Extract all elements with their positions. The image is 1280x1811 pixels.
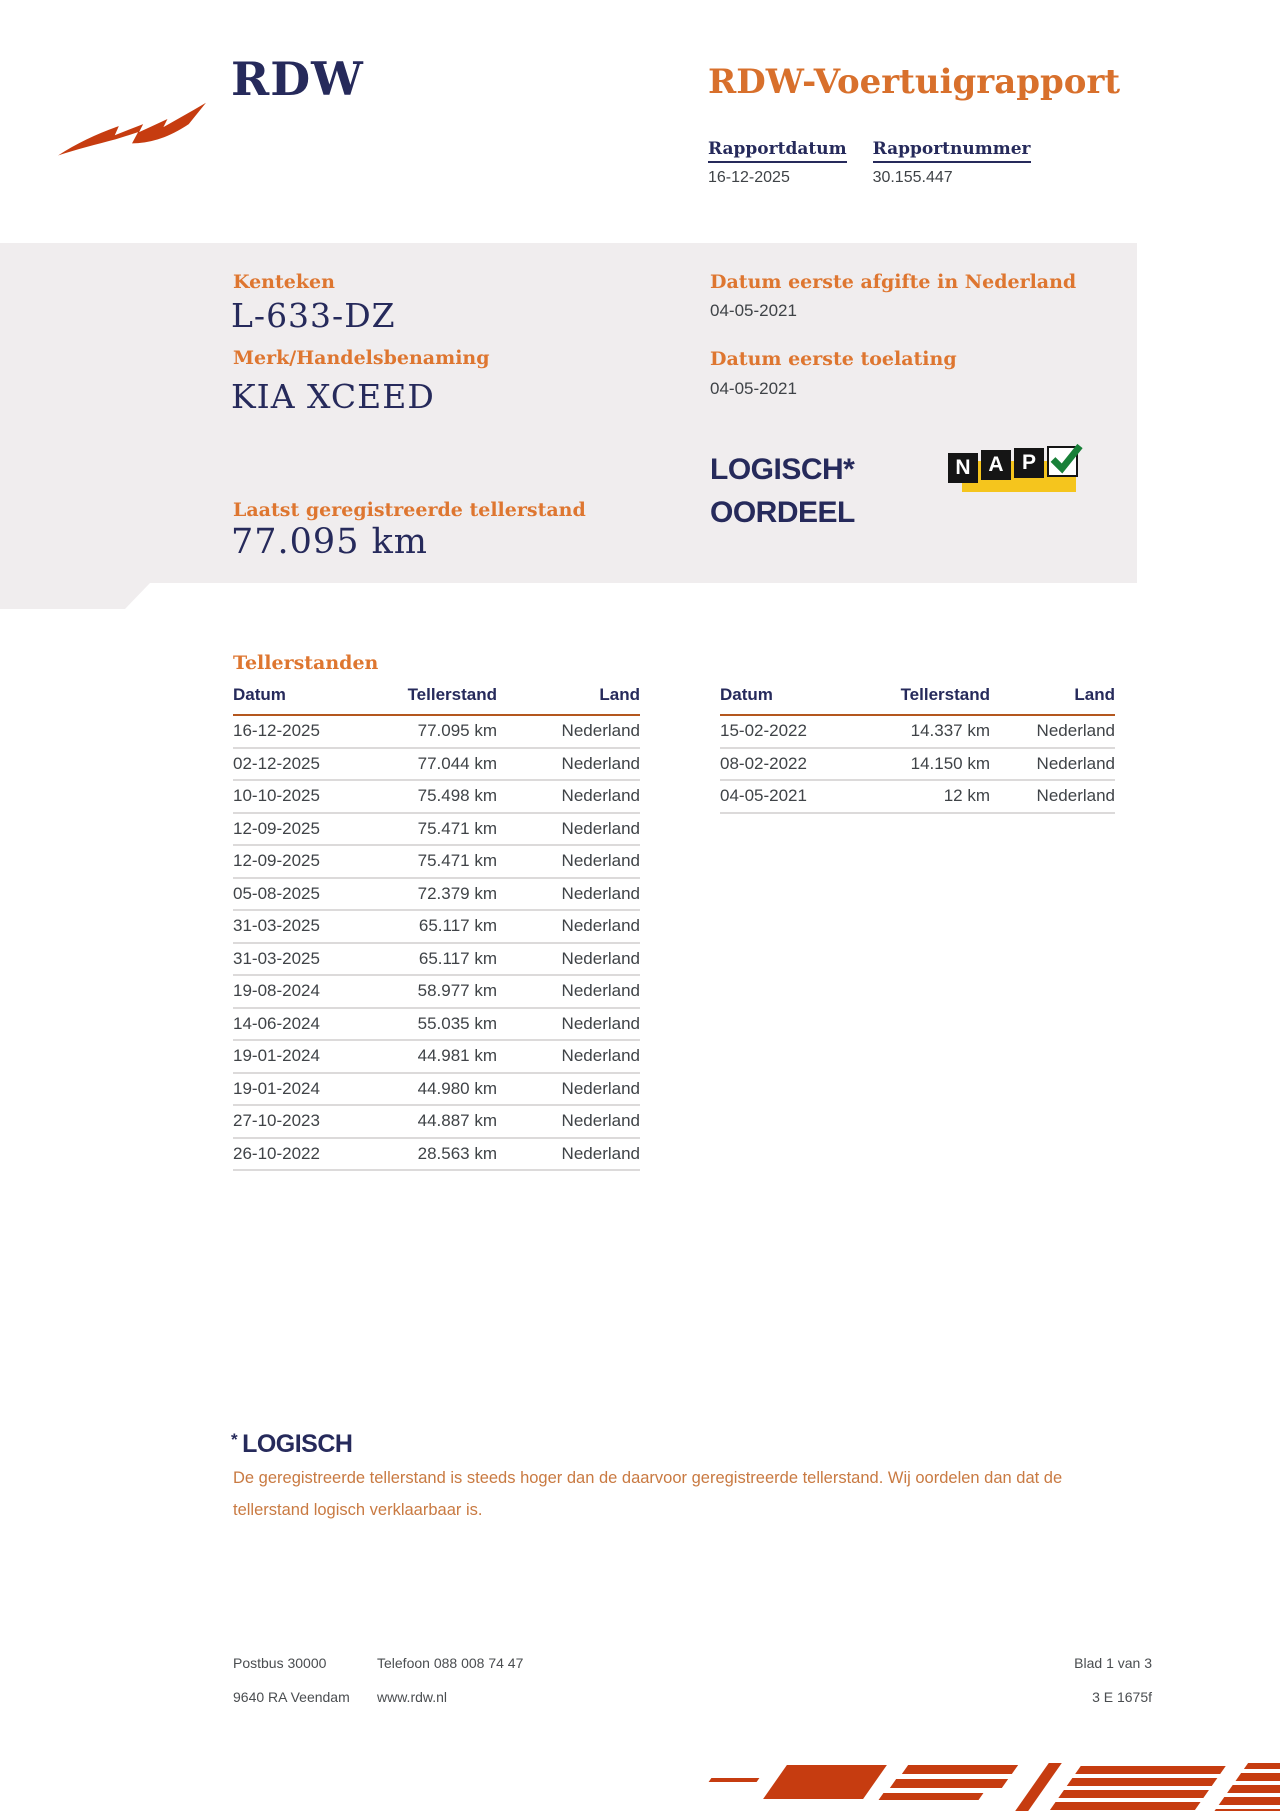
table-cell: 12 km: [870, 780, 990, 813]
table-cell: Nederland: [497, 715, 640, 748]
column-header-land: Land: [497, 684, 640, 715]
tellerstand-value: 77.095 km: [231, 522, 428, 562]
table-cell: 12-09-2025: [233, 813, 383, 846]
table-cell: 19-01-2024: [233, 1040, 383, 1073]
table-cell: Nederland: [990, 715, 1115, 748]
oordeel-verdict: [710, 448, 855, 534]
nap-letter-p: P: [1014, 448, 1044, 478]
table-cell: 31-03-2025: [233, 943, 383, 976]
footnote-text: De geregistreerde tellerstand is steeds hoger dan de daarvoor geregistreerde tellerstand. Wij oordelen dan dat de tellerstand logisch verklaarbaar is.: [233, 1469, 1063, 1519]
toelating-label: Datum eerste toelating: [710, 348, 957, 370]
table-cell: 44.887 km: [383, 1105, 497, 1138]
table-cell: 04-05-2021: [720, 780, 870, 813]
rdw-logo-text: RDW: [231, 52, 364, 106]
table-cell: Nederland: [497, 748, 640, 781]
table-cell: Nederland: [990, 780, 1115, 813]
footer-page-info: Blad 1 van 3: [1074, 1655, 1152, 1671]
table-cell: 75.471 km: [383, 813, 497, 846]
table-row: [233, 878, 640, 911]
table-cell: 05-08-2025: [233, 878, 383, 911]
table-cell: 65.117 km: [383, 943, 497, 976]
table-cell: 19-08-2024: [233, 975, 383, 1008]
report-number-value: 30.155.447: [872, 169, 953, 186]
column-header-land: Land: [990, 684, 1115, 715]
table-row: [720, 715, 1115, 748]
nap-logo: [948, 444, 1082, 496]
column-header-tellerstand: Tellerstand: [870, 684, 990, 715]
table-cell: 27-10-2023: [233, 1105, 383, 1138]
toelating-value: 04-05-2021: [710, 379, 797, 398]
table-cell: 14.337 km: [870, 715, 990, 748]
table-cell: Nederland: [497, 943, 640, 976]
table-cell: 77.044 km: [383, 748, 497, 781]
report-date-block: [708, 139, 847, 187]
table-cell: 02-12-2025: [233, 748, 383, 781]
column-header-tellerstand: Tellerstand: [383, 684, 497, 715]
table-cell: 44.981 km: [383, 1040, 497, 1073]
table-row: [233, 1040, 640, 1073]
table-cell: 08-02-2022: [720, 748, 870, 781]
nap-check-tile: [1047, 446, 1078, 477]
table-cell: 14.150 km: [870, 748, 990, 781]
table-cell: Nederland: [497, 878, 640, 911]
footer-address-line2: 9640 RA Veendam: [233, 1689, 350, 1705]
footer-form-code: 3 E 1675f: [1092, 1689, 1152, 1705]
nap-letter-n: N: [948, 453, 978, 483]
table-cell: 75.471 km: [383, 845, 497, 878]
table-cell: Nederland: [497, 1105, 640, 1138]
table-cell: Nederland: [497, 1008, 640, 1041]
table-cell: 14-06-2024: [233, 1008, 383, 1041]
bottom-stripes-graphic: [680, 1763, 1280, 1811]
merk-label: Merk/Handelsbenaming: [233, 347, 490, 369]
table-cell: 10-10-2025: [233, 780, 383, 813]
table-row: [720, 780, 1115, 813]
merk-value: KIA XCEED: [231, 377, 435, 416]
report-number-block: [873, 139, 1031, 187]
column-header-datum: Datum: [720, 684, 870, 715]
table-row: [233, 1138, 640, 1171]
table-cell: 65.117 km: [383, 910, 497, 943]
table-cell: 44.980 km: [383, 1073, 497, 1106]
table-cell: Nederland: [497, 780, 640, 813]
page-title: RDW-Voertuigrapport: [708, 62, 1121, 102]
report-meta: [708, 139, 1031, 187]
tellerstanden-table-right: [720, 684, 1115, 814]
table-cell: Nederland: [497, 910, 640, 943]
table-cell: 15-02-2022: [720, 715, 870, 748]
oordeel-line2: OORDEEL: [710, 496, 855, 529]
table-cell: Nederland: [497, 1040, 640, 1073]
nap-letter-a: A: [981, 450, 1011, 480]
table-cell: 28.563 km: [383, 1138, 497, 1171]
rdw-wing-logo-icon: [56, 78, 208, 158]
table-cell: Nederland: [497, 1073, 640, 1106]
vehicle-summary-panel: [0, 243, 1137, 583]
table-cell: 19-01-2024: [233, 1073, 383, 1106]
report-date-value: 16-12-2025: [708, 169, 790, 186]
table-row: [233, 1105, 640, 1138]
table-header-row: [720, 684, 1115, 715]
report-number-label: Rapportnummer: [873, 139, 1031, 163]
table-cell: 12-09-2025: [233, 845, 383, 878]
table-cell: 58.977 km: [383, 975, 497, 1008]
tellerstanden-heading: Tellerstanden: [233, 652, 379, 674]
table-row: [233, 845, 640, 878]
table-cell: 26-10-2022: [233, 1138, 383, 1171]
column-header-datum: Datum: [233, 684, 383, 715]
table-row: [233, 1008, 640, 1041]
table-cell: Nederland: [497, 1138, 640, 1171]
report-date-label: Rapportdatum: [708, 139, 847, 163]
oordeel-line1: LOGISCH*: [710, 453, 855, 486]
table-row: [233, 910, 640, 943]
footnote-marker: *: [231, 1430, 238, 1449]
table-row: [233, 1073, 640, 1106]
table-cell: 77.095 km: [383, 715, 497, 748]
footnote-word: LOGISCH: [242, 1430, 353, 1458]
afgifte-value: 04-05-2021: [710, 301, 797, 320]
check-icon: [1047, 440, 1083, 476]
table-row: [233, 780, 640, 813]
tellerstand-label: Laatst geregistreerde tellerstand: [233, 499, 586, 521]
table-cell: 31-03-2025: [233, 910, 383, 943]
table-row: [233, 748, 640, 781]
table-cell: Nederland: [497, 813, 640, 846]
table-cell: Nederland: [497, 975, 640, 1008]
table-row: [233, 975, 640, 1008]
table-row: [233, 715, 640, 748]
footer-website: www.rdw.nl: [377, 1689, 448, 1705]
footer-address-line1: Postbus 30000: [233, 1655, 327, 1671]
table-cell: 75.498 km: [383, 780, 497, 813]
table-cell: 72.379 km: [383, 878, 497, 911]
kenteken-label: Kenteken: [233, 271, 335, 293]
kenteken-value: L-633-DZ: [231, 296, 396, 335]
panel-corner-tab: [0, 583, 150, 609]
table-row: [720, 748, 1115, 781]
table-row: [233, 813, 640, 846]
table-row: [233, 943, 640, 976]
table-cell: Nederland: [497, 845, 640, 878]
tellerstanden-table-left: [233, 684, 640, 1171]
table-cell: 16-12-2025: [233, 715, 383, 748]
table-cell: 55.035 km: [383, 1008, 497, 1041]
table-header-row: [233, 684, 640, 715]
footer-phone: Telefoon 088 008 74 47: [377, 1655, 524, 1671]
afgifte-label: Datum eerste afgifte in Nederland: [710, 271, 1077, 293]
table-cell: Nederland: [990, 748, 1115, 781]
footnote-title: [231, 1430, 352, 1459]
